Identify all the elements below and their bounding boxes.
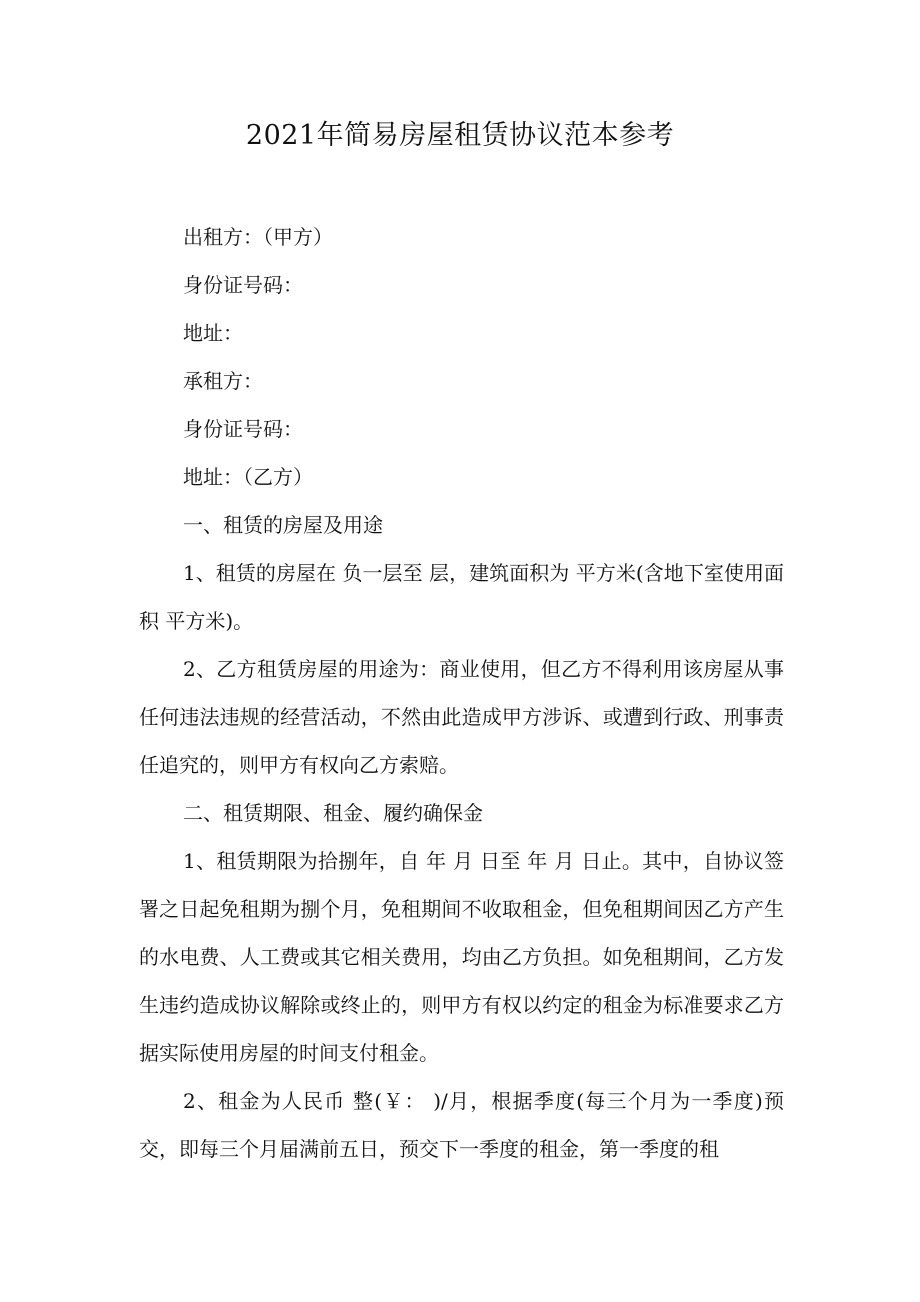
clause-2-1: 1、租赁期限为拾捌年，自 年 月 日至 年 月 日止。其中，自协议签署之日起免租期为捌个月，免租期间不收取租金，但免租期间因乙方产生的水电费、人工费或其它相关费用，均由乙方负担。如免租期间，乙方发生违约造成协议解除或终止的，则甲方有权以约定的租金为标准要求乙方据实际使用房屋的时间支付租金。 [139,849,784,1065]
lessor-id-line: 身份证号码： [183,273,303,297]
lessor-line: 出租方：（甲方） [183,225,333,249]
lessee-id-line: 身份证号码： [183,417,303,441]
section-heading-1: 一、租赁的房屋及用途 [183,513,383,537]
clause-1-2: 2、乙方租赁房屋的用途为：商业使用，但乙方不得利用该房屋从事任何违法违规的经营活动，不然由此造成甲方涉诉、或遭到行政、刑事责任追究的，则甲方有权向乙方索赔。 [139,657,784,777]
section-heading-2: 二、租赁期限、租金、履约确保金 [183,801,483,825]
document-body [139,213,784,1173]
lessee-address-line: 地址：（乙方） [183,465,313,489]
document-title: 2021年简易房屋租赁协议范本参考 [245,120,675,151]
lessee-line: 承租方： [183,369,263,393]
clause-2-2: 2、租金为人民币 整(￥： )/月，根据季度(每三个月为一季度)预交，即每三个月届满前五日，预交下一季度的租金，第一季度的租 [139,1089,784,1161]
lessor-address-line: 地址： [183,321,243,345]
clause-1-1: 1、租赁的房屋在 负一层至 层，建筑面积为 平方米(含地下室使用面积 平方米)。 [139,561,784,633]
